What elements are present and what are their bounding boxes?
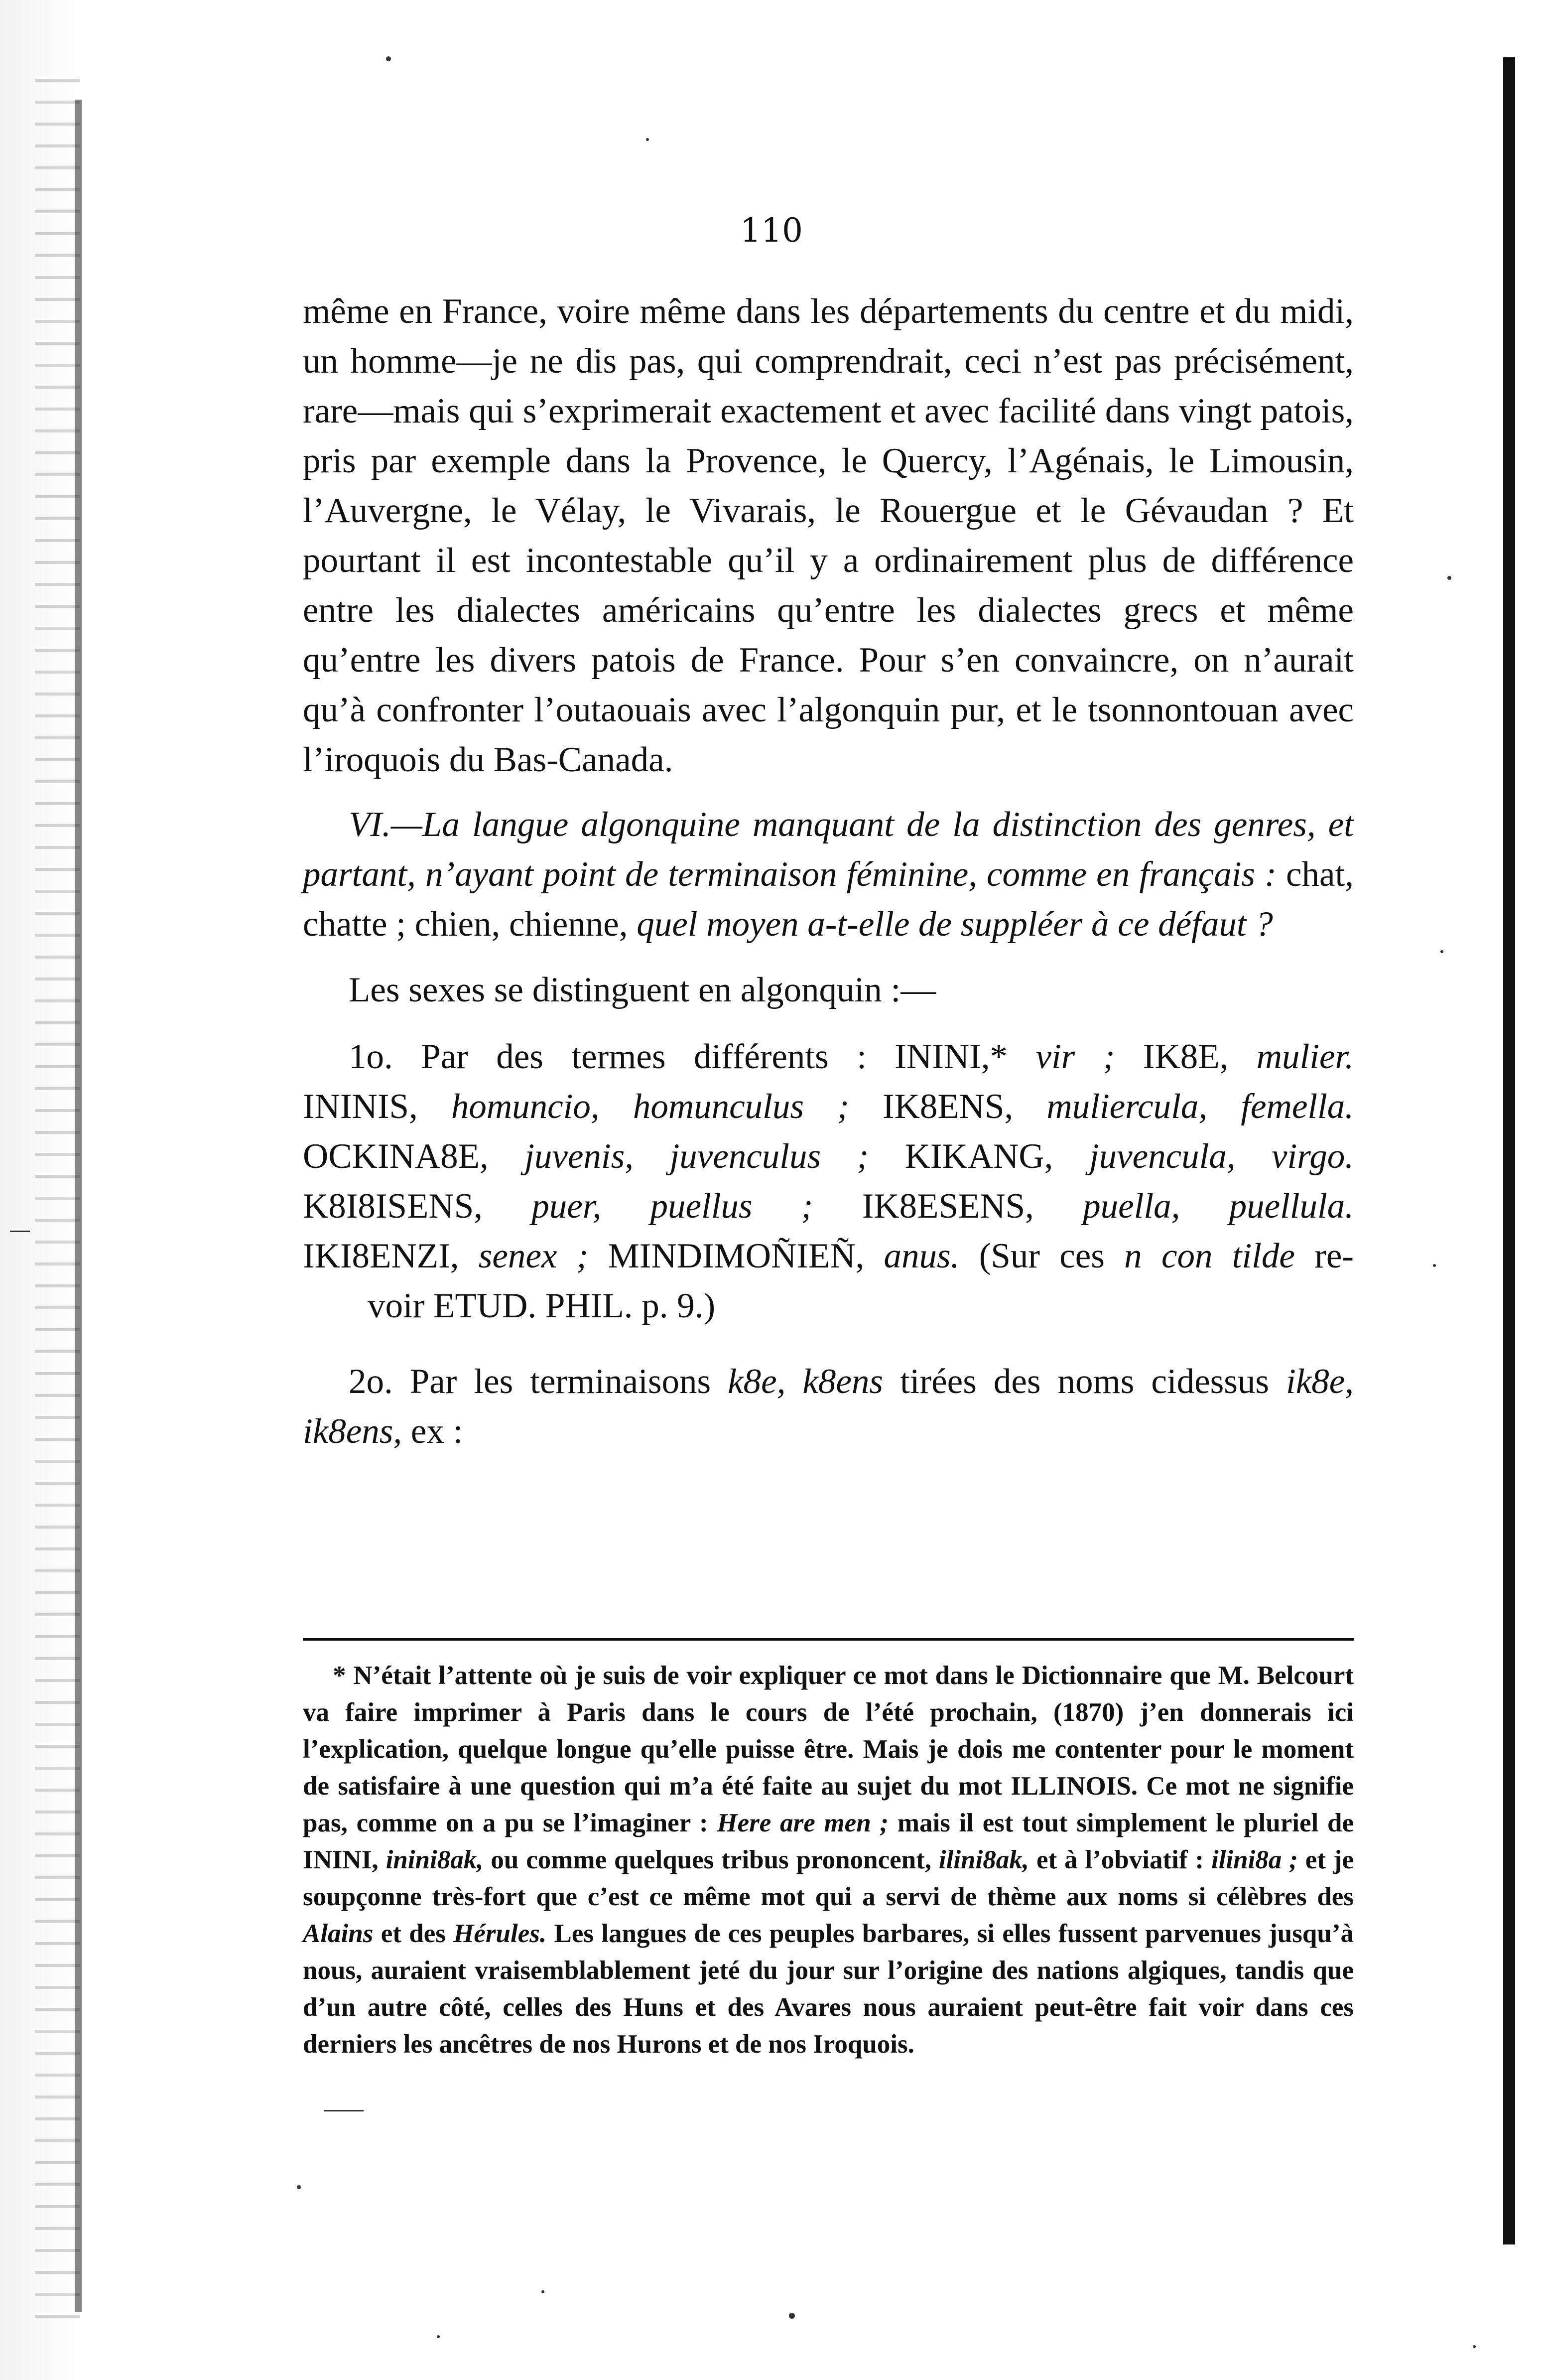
terminations-text: tirées des noms cidessus bbox=[900, 1362, 1269, 1401]
vocab-term: KIKANG, bbox=[904, 1137, 1053, 1176]
footnote-rule bbox=[303, 1638, 1354, 1641]
terminations-suffixes: k8e, k8ens bbox=[728, 1362, 884, 1401]
question-text-1: VI.—La langue algonquine manquant de la distinction des genres, et partant, n’ayant point de terminaison féminine, comme en français : bbox=[303, 805, 1354, 894]
vocab-note: p. 9.) bbox=[642, 1286, 716, 1325]
vocab-gloss: juvenis, juvenculus ; bbox=[524, 1137, 869, 1176]
question-examples: chat, chatte ; chien, chienne, bbox=[303, 855, 1354, 944]
vocab-gloss: homuncio, homunculus ; bbox=[451, 1087, 849, 1126]
vocab-note: (Sur ces bbox=[979, 1237, 1105, 1275]
footnote-segment: * N’était l’attente où je suis de voir expliquer ce mot dans le Dictionnaire que M. Belcourt va faire imprimer à Paris dans le cours de l’été prochain, (1870) j’en donnerais ici l’explication, quelque longue qu’elle puisse être. Mais je dois me contenter pour le moment de satisfaire à une question qui m’a été faite au sujet du mot bbox=[303, 1661, 1354, 1801]
vocab-gloss: mulier. bbox=[1256, 1037, 1354, 1076]
terminations-text: ex : bbox=[410, 1412, 463, 1451]
footnote-italic: inini8ak, bbox=[386, 1845, 484, 1874]
footnote-segment: mais il est tout simplement le pluriel de bbox=[897, 1809, 1354, 1837]
vocab-gloss: senex ; bbox=[478, 1237, 589, 1275]
footnote bbox=[303, 1657, 1354, 2063]
vocab-line bbox=[303, 1181, 1354, 1231]
vocab-gloss: puella, puellula. bbox=[1083, 1187, 1354, 1226]
answer-intro: Les sexes se distinguent en algonquin :— bbox=[349, 971, 936, 1009]
footnote-segment: et des bbox=[381, 1919, 446, 1948]
vocab-term: IK8ESENS, bbox=[862, 1187, 1034, 1226]
vocab-line bbox=[303, 1032, 1354, 1082]
terminations-nouns: ik8e, ik8ens, bbox=[303, 1362, 1354, 1451]
body-text bbox=[303, 286, 1354, 1456]
question-text-2: quel moyen a-t-elle de suppléer à ce défaut ? bbox=[637, 905, 1273, 944]
vocab-gloss: vir ; bbox=[1035, 1037, 1115, 1076]
footnote-italic: Alains bbox=[303, 1919, 374, 1948]
footnote-term: ININI, bbox=[303, 1845, 379, 1874]
footnote-segment: Ce mot ne signifie pas, comme on a pu se l’imaginer : bbox=[303, 1772, 1354, 1837]
vocab-heading: 1o. Par des termes différents : bbox=[349, 1037, 867, 1076]
vocab-term: ININIS, bbox=[303, 1087, 418, 1126]
footnote-text bbox=[303, 1657, 1354, 2063]
vocab-note: re- bbox=[1314, 1237, 1354, 1275]
terminations-text: 2o. Par les terminaisons bbox=[349, 1362, 711, 1401]
footnote-italic: Hérules. bbox=[453, 1919, 547, 1948]
footnote-italic: ilini8ak, bbox=[938, 1845, 1029, 1874]
vocab-term: IK8E, bbox=[1143, 1037, 1229, 1076]
paragraph-continuation: même en France, voire même dans les départements du centre et du midi, un homme—je ne dis pas, qui comprendrait, ceci n’est pas précisément, rare—mais qui s’exprimerait exactement et avec facilité dans vingt patois, pris par exemple dans la Provence, le Quercy, l’Agénais, le Limousin, l’Auvergne, le Vélay, le Vivarais, le Rouergue et le Gévaudan ? Et pourtant il est incontestable qu’il y a ordinairement plus de différence entre les dialectes américains qu’entre les dialectes grecs et même qu’entre les divers patois de France. Pour s’en convaincre, on n’aurait qu’à confronter l’outaouais avec l’algonquin pur, et le tsonnontouan avec l’iroquois du Bas-Canada. bbox=[303, 292, 1354, 779]
vocab-line bbox=[303, 1281, 1354, 1331]
vocab-term: K8I8ISENS, bbox=[303, 1187, 483, 1226]
vocab-gloss: puer, puellus ; bbox=[531, 1187, 813, 1226]
footnote-italic: Here are men ; bbox=[717, 1809, 889, 1837]
terminations-paragraph bbox=[303, 1357, 1354, 1456]
vocab-gloss: juvencula, virgo. bbox=[1089, 1137, 1354, 1176]
question-paragraph bbox=[303, 800, 1354, 949]
footnote-segment: Les langues de ces peuples barbares, si elles fussent parvenues jusqu’à nous, auraient vraisemblablement jeté du jour sur l’origine des nations algiques, tandis que d’un autre côté, celles des Huns et des Avares nous auraient peut-être fait voir dans ces derniers les ancêtres de nos Hurons et de nos Iroquois. bbox=[303, 1919, 1354, 2059]
footnote-segment: ou comme quelques tribus prononcent, bbox=[491, 1845, 931, 1874]
vocab-line bbox=[303, 1231, 1354, 1281]
vocab-line bbox=[303, 1131, 1354, 1181]
footnote-segment: et je soupçonne très-fort que c’est ce même mot qui a servi de thème aux noms si célèbres des bbox=[303, 1845, 1354, 1911]
footnote-italic: ilini8a ; bbox=[1211, 1845, 1298, 1874]
vocab-term: IKI8ENZI, bbox=[303, 1237, 459, 1275]
vocabulary-list bbox=[303, 1032, 1354, 1331]
vocab-gloss: muliercula, femella. bbox=[1046, 1087, 1354, 1126]
vocab-term: MINDIMOÑIEÑ, bbox=[608, 1237, 865, 1275]
vocab-term: IK8ENS, bbox=[882, 1087, 1014, 1126]
vocab-term: ININI,* bbox=[895, 1037, 1008, 1076]
vocab-gloss: anus. bbox=[884, 1237, 960, 1275]
vocab-line bbox=[303, 1082, 1354, 1131]
vocab-term: OCKINA8E, bbox=[303, 1137, 489, 1176]
vocab-note-italic: n con tilde bbox=[1124, 1237, 1295, 1275]
page-number: 110 bbox=[740, 211, 803, 250]
footnote-segment: et à l’obviatif : bbox=[1036, 1845, 1204, 1874]
footnote-term: ILLINOIS. bbox=[1011, 1772, 1138, 1801]
vocab-note: voir bbox=[368, 1286, 425, 1325]
vocab-reference: ETUD. PHIL. bbox=[433, 1286, 633, 1325]
